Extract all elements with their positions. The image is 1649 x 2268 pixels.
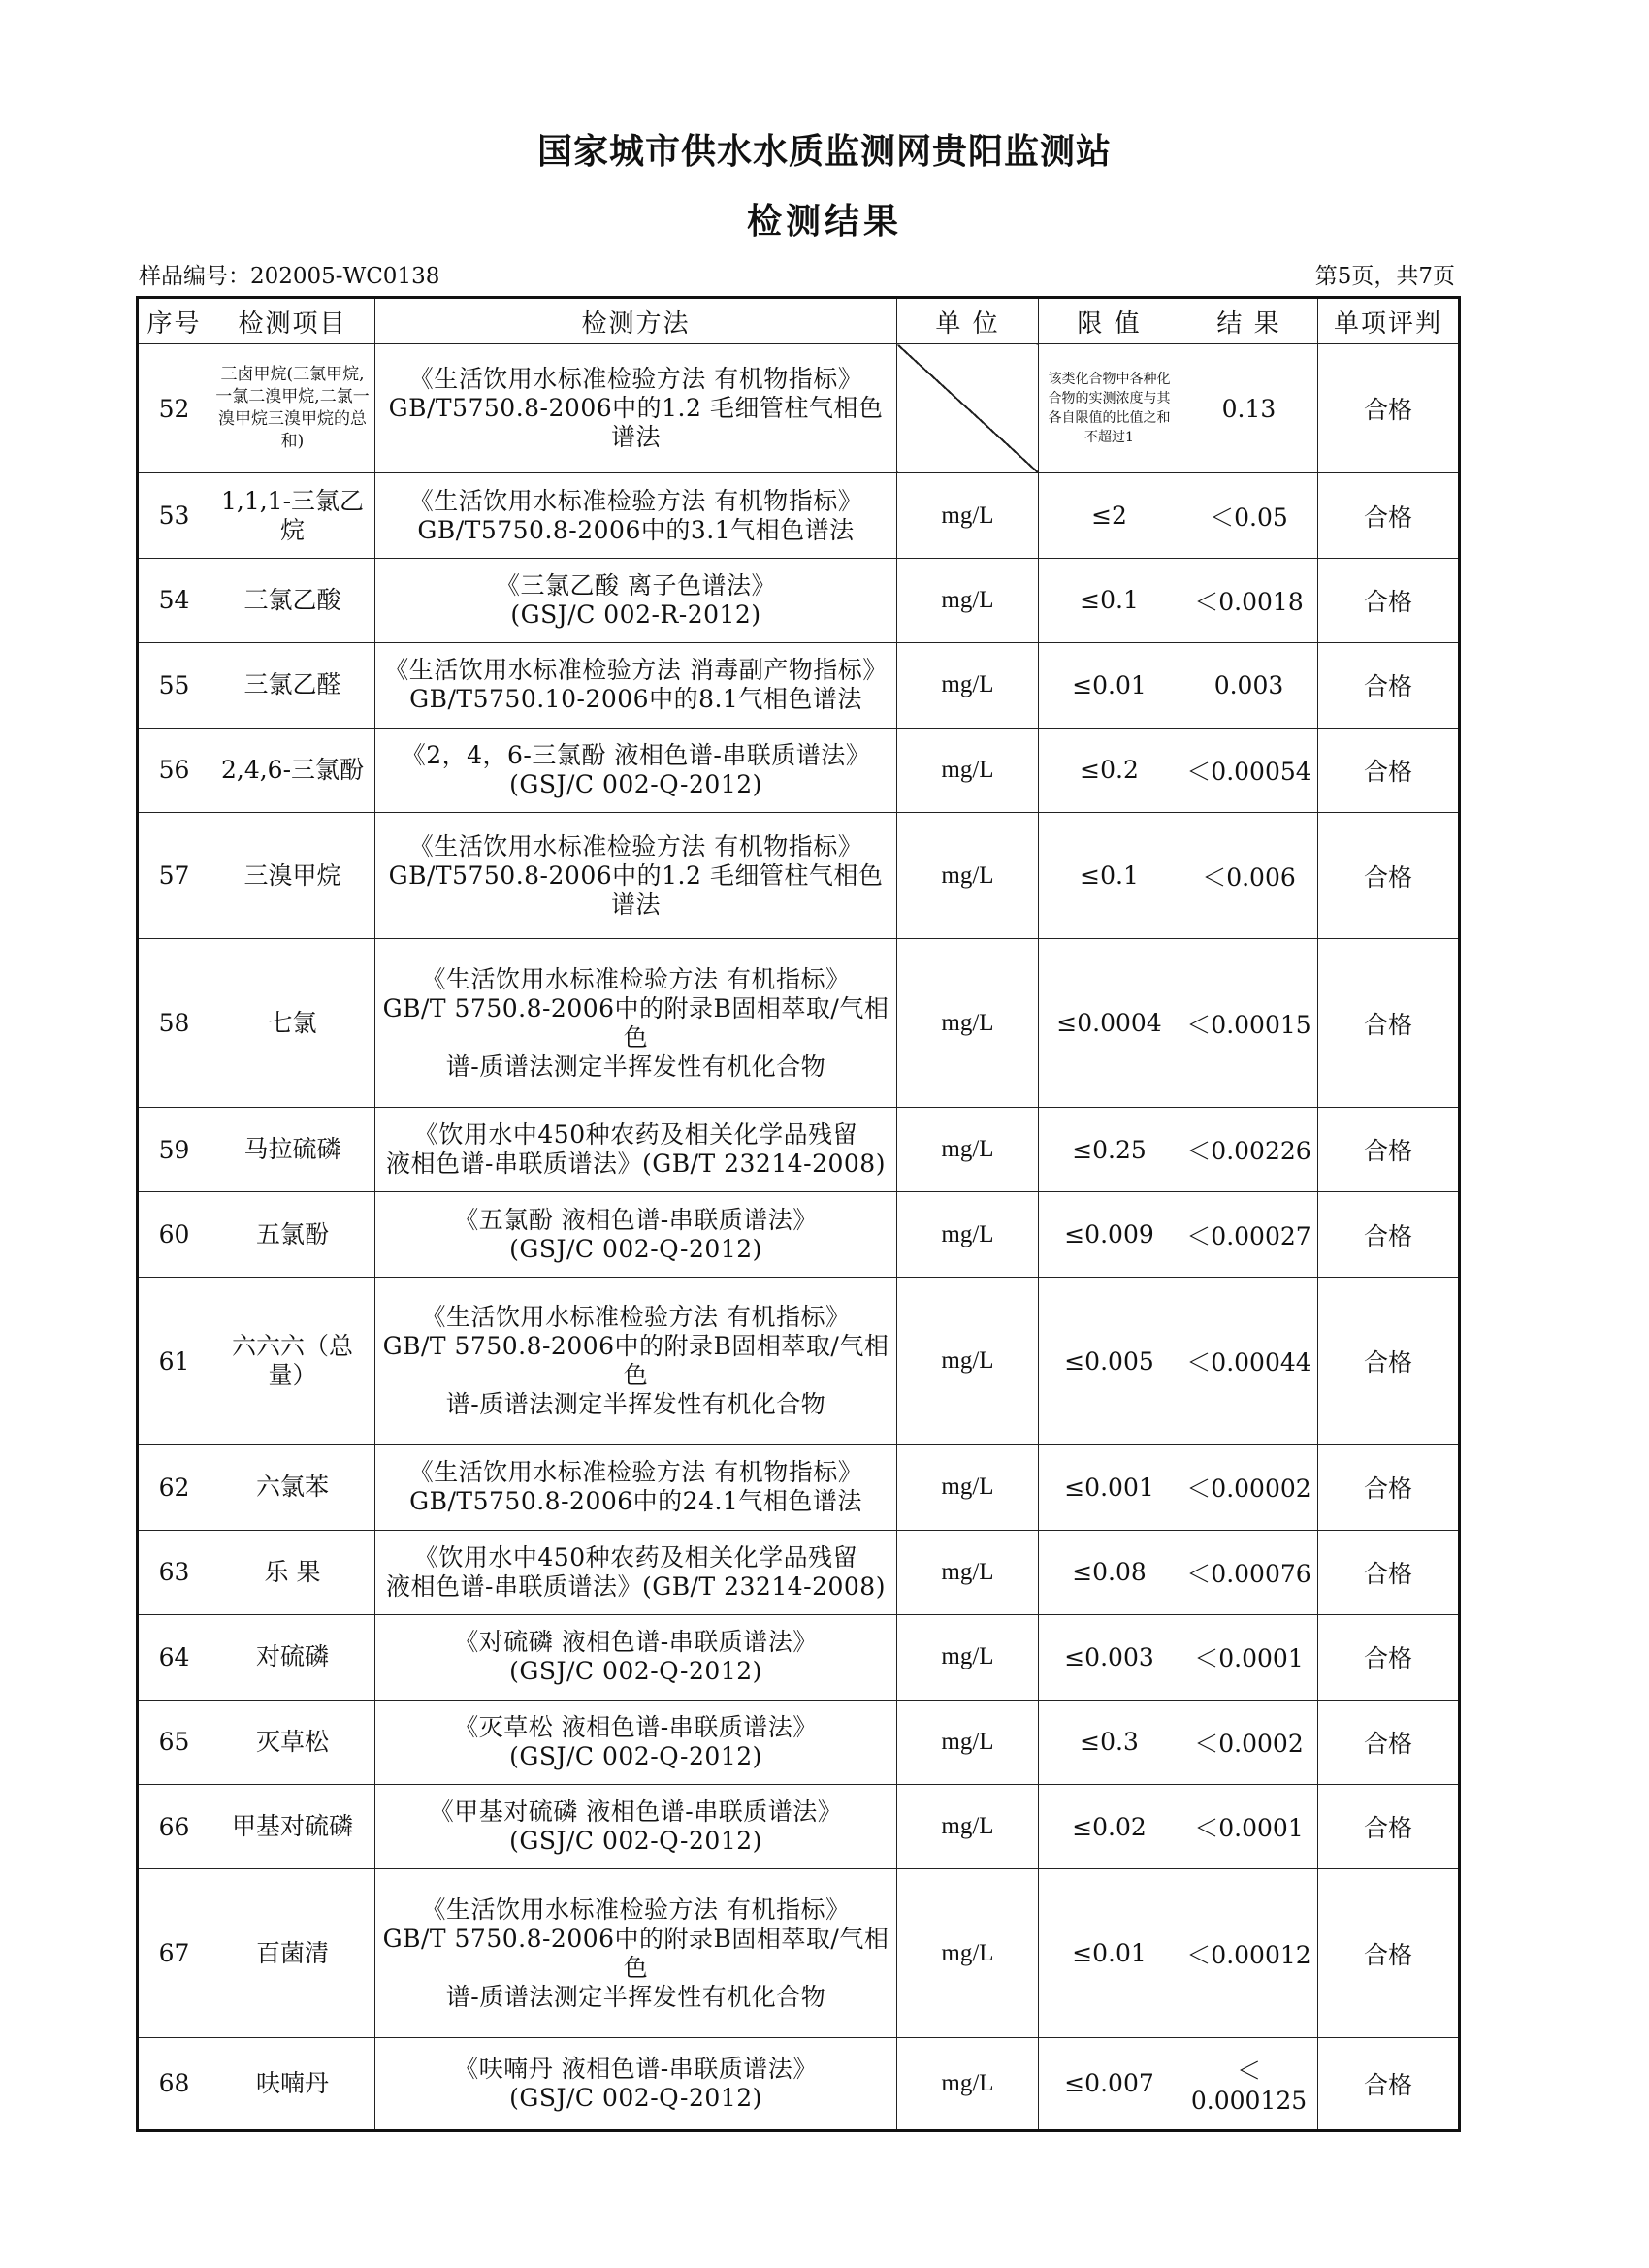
row-limit: ≤0.01 <box>1039 1869 1180 2037</box>
row-judge: 合格 <box>1318 1784 1460 1868</box>
table-row <box>138 1784 1460 1868</box>
table-row <box>138 1869 1460 2037</box>
row-no: 66 <box>138 1784 210 1868</box>
row-method <box>375 1530 897 1614</box>
col-header-method: 检测方法 <box>375 298 897 344</box>
row-method <box>375 344 897 473</box>
row-no: 62 <box>138 1445 210 1530</box>
method-line: GB/T 5750.8-2006中的附录B固相萃取/气相色 <box>382 993 889 1052</box>
row-judge: 合格 <box>1318 1530 1460 1614</box>
row-unit: mg/L <box>897 558 1039 642</box>
row-limit: ≤0.007 <box>1039 2037 1180 2130</box>
row-limit: ≤0.005 <box>1039 1277 1180 1444</box>
row-item: 三卤甲烷(三氯甲烷,一氯二溴甲烷,二氯一溴甲烷三溴甲烷的总和) <box>210 344 375 473</box>
col-header-no: 序号 <box>138 298 210 344</box>
doc-title: 检测结果 <box>746 201 902 242</box>
method-line: GB/T 5750.8-2006中的附录B固相萃取/气相色 <box>382 1924 889 1982</box>
results-table <box>136 296 1461 2132</box>
method-line: 《2，4，6-三氯酚 液相色谱-串联质谱法》 <box>401 740 871 769</box>
method-line: (GSJ/C 002-Q-2012) <box>509 1234 762 1263</box>
method-line: (GSJ/C 002-R-2012) <box>510 599 761 629</box>
row-unit-empty <box>897 344 1039 473</box>
table-row <box>138 1445 1460 1530</box>
row-judge: 合格 <box>1318 813 1460 939</box>
row-judge: 合格 <box>1318 1445 1460 1530</box>
table-row <box>138 1107 1460 1191</box>
row-result: ＜0.00002 <box>1180 1445 1318 1530</box>
row-limit: ≤2 <box>1039 473 1180 558</box>
row-method <box>375 728 897 812</box>
row-judge: 合格 <box>1318 1192 1460 1277</box>
row-item: 2,4,6-三氯酚 <box>210 728 375 812</box>
row-method <box>375 1192 897 1277</box>
row-judge: 合格 <box>1318 558 1460 642</box>
page-info: 第5页，共7页 <box>1314 264 1455 289</box>
table-row <box>138 813 1460 939</box>
row-no: 54 <box>138 558 210 642</box>
row-item: 五氯酚 <box>210 1192 375 1277</box>
row-no: 53 <box>138 473 210 558</box>
table-row <box>138 1530 1460 1614</box>
method-line: GB/T5750.8-2006中的24.1气相色谱法 <box>409 1487 862 1516</box>
row-unit: mg/L <box>897 1192 1039 1277</box>
method-line: GB/T5750.8-2006中的1.2 毛细管柱气相色谱法 <box>388 394 884 452</box>
method-line: (GSJ/C 002-Q-2012) <box>509 1827 762 1856</box>
method-line: (GSJ/C 002-Q-2012) <box>509 1657 762 1686</box>
row-item: 三氯乙醛 <box>210 643 375 728</box>
row-unit: mg/L <box>897 473 1039 558</box>
col-header-result: 结 果 <box>1180 298 1318 344</box>
table-body <box>138 344 1460 2131</box>
row-no: 59 <box>138 1107 210 1191</box>
method-line: (GSJ/C 002-Q-2012) <box>509 2083 762 2112</box>
row-no: 58 <box>138 939 210 1107</box>
row-judge: 合格 <box>1318 1615 1460 1700</box>
row-judge: 合格 <box>1318 939 1460 1107</box>
row-item: 百菌清 <box>210 1869 375 2037</box>
row-judge: 合格 <box>1318 2037 1460 2130</box>
row-method <box>375 643 897 728</box>
row-limit: ≤0.0004 <box>1039 939 1180 1107</box>
row-method <box>375 1869 897 2037</box>
row-limit: ≤0.2 <box>1039 728 1180 812</box>
row-no: 52 <box>138 344 210 473</box>
row-item: 呋喃丹 <box>210 2037 375 2130</box>
row-result: ＜0.00226 <box>1180 1107 1318 1191</box>
row-unit: mg/L <box>897 1784 1039 1868</box>
method-line: 《生活饮用水标准检验方法 有机指标》 <box>421 1895 851 1924</box>
method-line: (GSJ/C 002-Q-2012) <box>509 769 762 798</box>
method-line: 《生活饮用水标准检验方法 有机指标》 <box>421 964 851 993</box>
row-no: 67 <box>138 1869 210 2037</box>
col-header-judge: 单项评判 <box>1318 298 1460 344</box>
row-no: 55 <box>138 643 210 728</box>
row-result: ＜0.0018 <box>1180 558 1318 642</box>
row-method <box>375 1784 897 1868</box>
row-item: 三溴甲烷 <box>210 813 375 939</box>
row-result: ＜0.00054 <box>1180 728 1318 812</box>
method-line: 液相色谱-串联质谱法》(GB/T 23214-2008) <box>386 1150 886 1179</box>
method-line: 《生活饮用水标准检验方法 有机物指标》 <box>408 831 863 860</box>
row-item: 1,1,1-三氯乙烷 <box>210 473 375 558</box>
row-unit: mg/L <box>897 1445 1039 1530</box>
table-row <box>138 473 1460 558</box>
row-judge: 合格 <box>1318 473 1460 558</box>
row-judge: 合格 <box>1318 1869 1460 2037</box>
method-line: 《饮用水中450种农药及相关化学品残留 <box>413 1542 858 1571</box>
row-no: 57 <box>138 813 210 939</box>
row-method <box>375 1107 897 1191</box>
row-item: 马拉硫磷 <box>210 1107 375 1191</box>
row-limit: ≤0.08 <box>1039 1530 1180 1614</box>
row-method <box>375 1277 897 1444</box>
table-row <box>138 558 1460 642</box>
table-row <box>138 1277 1460 1444</box>
row-unit: mg/L <box>897 643 1039 728</box>
row-judge: 合格 <box>1318 728 1460 812</box>
method-line: GB/T 5750.8-2006中的附录B固相萃取/气相色 <box>382 1332 889 1390</box>
row-result: ＜0.00015 <box>1180 939 1318 1107</box>
method-line: 谱-质谱法测定半挥发性有机化合物 <box>445 1052 826 1081</box>
row-result: ＜0.05 <box>1180 473 1318 558</box>
row-limit: ≤0.009 <box>1039 1192 1180 1277</box>
row-item: 三氯乙酸 <box>210 558 375 642</box>
method-line: GB/T5750.8-2006中的1.2 毛细管柱气相色谱法 <box>388 860 884 919</box>
table-row <box>138 1700 1460 1784</box>
row-unit: mg/L <box>897 1530 1039 1614</box>
row-no: 64 <box>138 1615 210 1700</box>
row-result: ＜0.0002 <box>1180 1700 1318 1784</box>
row-limit: 该类化合物中各种化合物的实测浓度与其各自限值的比值之和不超过1 <box>1039 344 1180 473</box>
row-limit: ≤0.1 <box>1039 558 1180 642</box>
row-item: 七氯 <box>210 939 375 1107</box>
method-line: 《生活饮用水标准检验方法 消毒副产物指标》 <box>384 656 888 685</box>
row-judge: 合格 <box>1318 1277 1460 1444</box>
row-judge: 合格 <box>1318 643 1460 728</box>
method-line: 《生活饮用水标准检验方法 有机物指标》 <box>408 365 863 394</box>
table-row <box>138 2037 1460 2130</box>
row-item: 甲基对硫磷 <box>210 1784 375 1868</box>
row-method <box>375 473 897 558</box>
row-judge: 合格 <box>1318 1700 1460 1784</box>
row-result: ＜0.00027 <box>1180 1192 1318 1277</box>
row-limit: ≤0.1 <box>1039 813 1180 939</box>
row-no: 56 <box>138 728 210 812</box>
row-no: 68 <box>138 2037 210 2130</box>
row-no: 61 <box>138 1277 210 1444</box>
row-result: ＜0.006 <box>1180 813 1318 939</box>
row-limit: ≤0.02 <box>1039 1784 1180 1868</box>
row-result: ＜0.00012 <box>1180 1869 1318 2037</box>
row-method <box>375 1700 897 1784</box>
row-method <box>375 1445 897 1530</box>
method-line: GB/T5750.10-2006中的8.1气相色谱法 <box>409 685 862 714</box>
table-header <box>138 298 1460 344</box>
row-method <box>375 939 897 1107</box>
row-no: 63 <box>138 1530 210 1614</box>
row-limit: ≤0.25 <box>1039 1107 1180 1191</box>
method-line: 《灭草松 液相色谱-串联质谱法》 <box>454 1712 818 1741</box>
method-line: 《三氯乙酸 离子色谱法》 <box>496 570 776 599</box>
row-no: 60 <box>138 1192 210 1277</box>
table-row <box>138 1615 1460 1700</box>
row-result: ＜0.0001 <box>1180 1784 1318 1868</box>
method-line: 液相色谱-串联质谱法》(GB/T 23214-2008) <box>386 1571 886 1601</box>
row-limit: ≤0.01 <box>1039 643 1180 728</box>
col-header-item: 检测项目 <box>210 298 375 344</box>
method-line: (GSJ/C 002-Q-2012) <box>509 1741 762 1770</box>
row-unit: mg/L <box>897 1700 1039 1784</box>
row-unit: mg/L <box>897 1107 1039 1191</box>
row-unit: mg/L <box>897 728 1039 812</box>
method-line: 《生活饮用水标准检验方法 有机物指标》 <box>408 486 863 515</box>
row-method <box>375 2037 897 2130</box>
method-line: 《五氯酚 液相色谱-串联质谱法》 <box>454 1205 818 1234</box>
method-line: 《饮用水中450种农药及相关化学品残留 <box>413 1120 858 1150</box>
table-row <box>138 1192 1460 1277</box>
method-line: 谱-质谱法测定半挥发性有机化合物 <box>445 1982 826 2011</box>
row-judge: 合格 <box>1318 1107 1460 1191</box>
org-title: 国家城市供水水质监测网贵阳监测站 <box>536 131 1112 172</box>
sample-number: 样品编号：202005-WC0138 <box>139 264 440 289</box>
method-line: 谱-质谱法测定半挥发性有机化合物 <box>445 1390 826 1419</box>
table-row <box>138 939 1460 1107</box>
method-line: GB/T5750.8-2006中的3.1气相色谱法 <box>417 515 855 544</box>
row-method <box>375 558 897 642</box>
table-row <box>138 344 1460 473</box>
row-method <box>375 1615 897 1700</box>
table-row <box>138 728 1460 812</box>
row-unit: mg/L <box>897 1277 1039 1444</box>
row-item: 灭草松 <box>210 1700 375 1784</box>
row-unit: mg/L <box>897 1869 1039 2037</box>
row-result: 0.003 <box>1180 643 1318 728</box>
table-row <box>138 643 1460 728</box>
row-unit: mg/L <box>897 939 1039 1107</box>
col-header-unit: 单 位 <box>897 298 1039 344</box>
row-item: 对硫磷 <box>210 1615 375 1700</box>
method-line: 《呋喃丹 液相色谱-串联质谱法》 <box>454 2054 818 2083</box>
method-line: 《生活饮用水标准检验方法 有机指标》 <box>421 1303 851 1332</box>
row-result: ＜0.0001 <box>1180 1615 1318 1700</box>
row-unit: mg/L <box>897 1615 1039 1700</box>
row-limit: ≤0.001 <box>1039 1445 1180 1530</box>
row-result: 0.13 <box>1180 344 1318 473</box>
row-result: ＜0.00076 <box>1180 1530 1318 1614</box>
method-line: 《对硫磷 液相色谱-串联质谱法》 <box>454 1628 818 1657</box>
method-line: 《生活饮用水标准检验方法 有机物指标》 <box>408 1458 863 1487</box>
row-limit: ≤0.3 <box>1039 1700 1180 1784</box>
row-limit: ≤0.003 <box>1039 1615 1180 1700</box>
row-method <box>375 813 897 939</box>
row-result: ＜0.000125 <box>1180 2037 1318 2130</box>
row-item: 乐 果 <box>210 1530 375 1614</box>
row-unit: mg/L <box>897 813 1039 939</box>
row-no: 65 <box>138 1700 210 1784</box>
row-unit: mg/L <box>897 2037 1039 2130</box>
col-header-limit: 限 值 <box>1039 298 1180 344</box>
row-item: 六氯苯 <box>210 1445 375 1530</box>
row-judge: 合格 <box>1318 344 1460 473</box>
row-result: ＜0.00044 <box>1180 1277 1318 1444</box>
method-line: 《甲基对硫磷 液相色谱-串联质谱法》 <box>429 1798 843 1827</box>
row-item: 六六六（总量） <box>210 1277 375 1444</box>
